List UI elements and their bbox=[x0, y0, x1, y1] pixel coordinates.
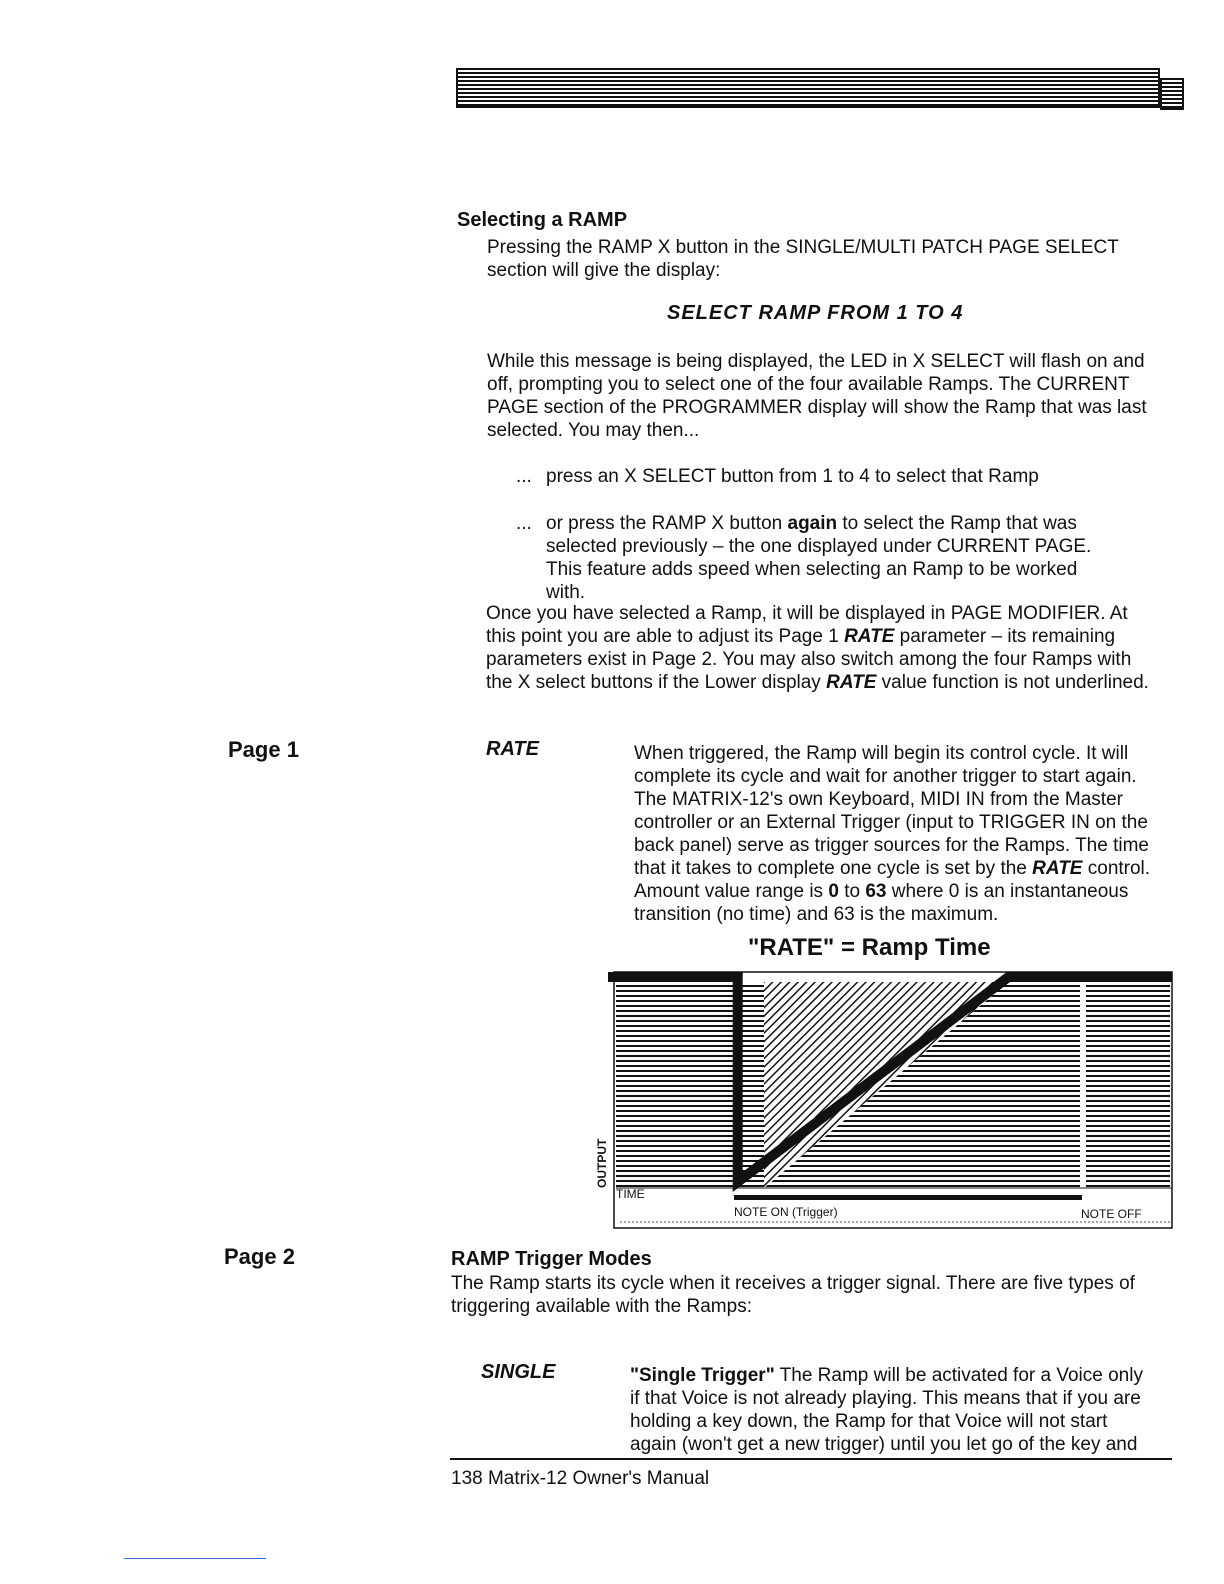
page-footer: 138 Matrix-12 Owner's Manual bbox=[451, 1468, 710, 1489]
rate-desc-part1: When triggered, the Ramp will begin its control cycle. It will complete its cycle and wait for another trigger to start again. The MATRIX-12's own Keyboard, MIDI IN from the Master controller or an External Trigger (input to TRIGGER IN on the back panel) serve as trigger sources for the Ramps. The time that it takes to complete one cycle is set by the bbox=[634, 743, 1149, 879]
header-striped-bar bbox=[456, 68, 1160, 108]
grid-gap bbox=[1080, 984, 1086, 1188]
chart-title: "RATE" = Ramp Time bbox=[748, 934, 991, 961]
rate-param-ref: RATE bbox=[826, 672, 877, 693]
para2-part3: value function is not underlined. bbox=[876, 672, 1149, 693]
rate-param-name: RATE bbox=[486, 738, 539, 760]
bullet-text: press an X SELECT button from 1 to 4 to select that Ramp bbox=[546, 466, 1039, 487]
bullet-dots: ... bbox=[516, 513, 532, 534]
selected-ramp-paragraph bbox=[486, 602, 1150, 694]
page-1-label: Page 1 bbox=[228, 737, 299, 762]
bullet-press-x-select bbox=[516, 465, 1116, 488]
para2-part2: parameter – its remaining parameters exist in Page 2. You may also switch among the four Ramps with the X select buttons if the Lower display bbox=[486, 626, 1132, 693]
single-mode-description bbox=[630, 1364, 1155, 1456]
rate-min-value: 0 bbox=[828, 881, 839, 902]
display-message: SELECT RAMP FROM 1 TO 4 bbox=[667, 302, 964, 324]
rate-desc-part2: control. Amount value range is bbox=[634, 858, 1151, 902]
trigger-modes-intro: The Ramp starts its cycle when it receives a trigger signal. There are five types of triggering available with the Ramps: bbox=[451, 1273, 1135, 1317]
page-2-label: Page 2 bbox=[224, 1244, 295, 1269]
annotation-note-on: NOTE ON (Trigger) bbox=[734, 1205, 838, 1219]
rate-param-ref: RATE bbox=[844, 626, 895, 647]
region-right-edge bbox=[1154, 982, 1170, 1188]
scan-artifact-line bbox=[124, 1558, 266, 1559]
led-paragraph: While this message is being displayed, the LED in X SELECT will flash on and off, prompting you to select one of the four available Ramps. The CURRENT PAGE section of the PROGRAMMER display will show the Ramp that was last selected. You may then... bbox=[487, 351, 1147, 441]
x-axis-label: TIME bbox=[616, 1187, 645, 1201]
single-trigger-title: "Single Trigger" bbox=[630, 1365, 775, 1386]
ramp-time-chart bbox=[590, 960, 1190, 1235]
bullet-text bbox=[546, 512, 1116, 604]
footer-rule bbox=[450, 1458, 1172, 1460]
single-mode-text: The Ramp will be activated for a Voice only if that Voice is not already playing. This means that if you are holding a key down, the Ramp for that Voice will not start again (won't get a new trigger) until you let go of the key and bbox=[630, 1365, 1143, 1455]
section-heading-selecting-ramp: Selecting a RAMP bbox=[457, 209, 628, 231]
y-axis-label: OUTPUT bbox=[595, 1138, 609, 1188]
bullet-text-after: to select the Ramp that was selected previously – the one displayed under CURRENT PAGE. This feature adds speed when selecting an Ramp to be worked with. bbox=[546, 513, 1092, 603]
intro-paragraph: Pressing the RAMP X button in the SINGLE/MULTI PATCH PAGE SELECT section will give the display: bbox=[487, 237, 1119, 281]
bullet-press-ramp-again bbox=[516, 512, 1116, 604]
rate-desc-part3: to bbox=[838, 881, 866, 902]
rate-desc-part4: where 0 is an instantaneous transition (no time) and 63 is the maximum. bbox=[634, 881, 1129, 925]
bullet-dots: ... bbox=[516, 466, 532, 487]
rate-description bbox=[634, 742, 1160, 926]
trigger-modes-heading: RAMP Trigger Modes bbox=[451, 1248, 652, 1270]
header-end-block bbox=[1160, 78, 1184, 110]
bullet-bold-again: again bbox=[787, 513, 838, 534]
single-mode-name: SINGLE bbox=[481, 1361, 556, 1383]
rate-param-ref: RATE bbox=[1032, 858, 1083, 879]
note-on-gate-bar bbox=[734, 1195, 1082, 1200]
bullet-text-before: or press the RAMP X button bbox=[546, 513, 788, 534]
annotation-note-off: NOTE OFF bbox=[1081, 1207, 1142, 1221]
rate-max-value: 63 bbox=[865, 881, 887, 902]
para2-part1: Once you have selected a Ramp, it will be displayed in PAGE MODIFIER. At this point you are able to adjust its Page 1 bbox=[486, 603, 1128, 647]
